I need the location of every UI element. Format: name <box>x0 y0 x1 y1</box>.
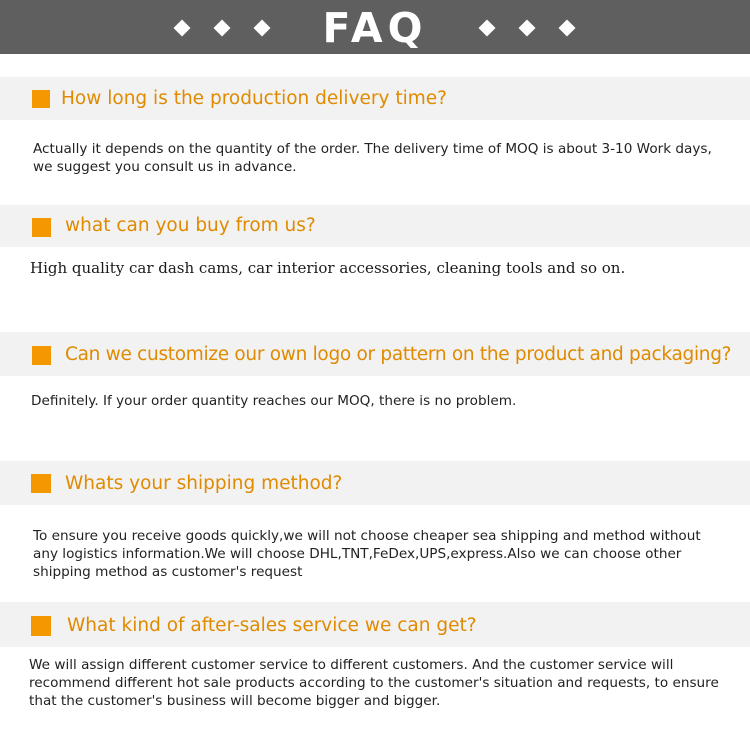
bullet-square-icon <box>31 616 51 636</box>
faq-question: what can you buy from us? <box>65 215 316 236</box>
bullet-square-icon <box>32 346 51 365</box>
bullet-square-icon <box>31 474 51 493</box>
faq-question: How long is the production delivery time? <box>61 88 447 109</box>
faq-question: Can we customize our own logo or pattern on the product and packaging? <box>65 344 732 365</box>
bullet-square-icon <box>32 90 50 108</box>
faq-answer: To ensure you receive goods quickly,we will not choose cheaper sea shipping and method without any logistics information.We will choose DHL,TNT,FeDex,UPS,express.Also we can choose other shipping method as customer's request <box>33 528 701 580</box>
faq-answer: We will assign different customer service to different customers. And the customer service will recommend different hot sale products according to the customer's situation and requests, to ensure that the customer's business will become bigger and bigger. <box>29 657 719 709</box>
bullet-square-icon <box>32 218 51 237</box>
faq-answer: Definitely. If your order quantity reaches our MOQ, there is no problem. <box>31 393 517 409</box>
faq-answer: Actually it depends on the quantity of the order. The delivery time of MOQ is about 3-10 Work days, we suggest you consult us in advance. <box>33 141 712 175</box>
page-title: FAQ <box>322 4 428 52</box>
faq-answer: High quality car dash cams, car interior accessories, cleaning tools and so on. <box>30 259 626 277</box>
faq-question: What kind of after-sales service we can get? <box>67 615 477 636</box>
faq-question: Whats your shipping method? <box>65 473 343 494</box>
